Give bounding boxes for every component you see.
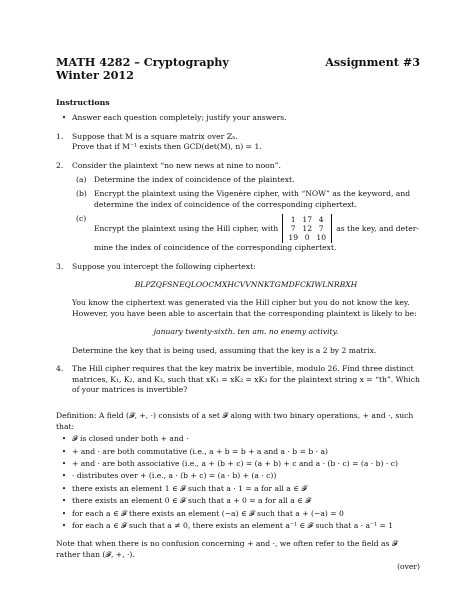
term: Winter 2012	[56, 68, 134, 82]
part-label: (a)	[76, 175, 87, 185]
definition-item	[56, 434, 420, 444]
question-4-text: The Hill cipher requires that the key matrix be invertible, modulo 26. Find three distinct matrices, K₁, K₂, and K₃, such that xK₁ = xK₂ = xK₃ for the plaintext string x = “th”. Which of your matrices is invertible?	[72, 364, 420, 394]
header	[56, 56, 420, 82]
part-label: (b)	[76, 189, 87, 199]
definition-item	[56, 496, 420, 506]
definition-item-text: there exists an element 1 ∈ 𝓕 such that a · 1 = a for all a ∈ 𝓕	[72, 483, 307, 493]
matrix-cell: 12	[302, 224, 313, 234]
bullet-icon: •	[61, 483, 67, 493]
matrix-cell: 0	[304, 233, 310, 243]
part-label: (c)	[76, 214, 87, 224]
bullet-icon: •	[61, 520, 67, 530]
part-a	[72, 175, 420, 185]
question-2-intro: Consider the plaintext “no new news at nine to noon”.	[72, 160, 281, 170]
question-number: 4.	[56, 364, 64, 374]
matrix-cell: 19	[288, 233, 299, 243]
question-3	[56, 262, 420, 356]
definition-item	[56, 471, 420, 481]
definition-item-text: 𝓕 is closed under both + and ·	[72, 434, 189, 444]
definition-note: Note that when there is no confusion concerning + and ·, we often refer to the field as 𝓕 rather than (𝓕, +, ·).	[56, 539, 398, 559]
bullet-icon: •	[61, 446, 67, 456]
matrix-cell: 4	[318, 215, 324, 225]
definition-item	[56, 447, 420, 457]
instructions-text: Answer each question completely; justify your answers.	[72, 113, 287, 123]
definition-item-text: for each a ∈ 𝓕 there exists an element (−a) ∈ 𝓕 such that a + (−a) = 0	[72, 508, 344, 518]
matrix-cell: 7	[290, 224, 296, 234]
definition-item	[56, 509, 420, 519]
question-2	[56, 161, 420, 254]
part-c-text-after: as the key, and deter-	[336, 223, 419, 233]
question-3-intro: Suppose you intercept the following ciphertext:	[72, 261, 256, 271]
definition-item-text: for each a ∈ 𝓕 such that a ≠ 0, there exists an element a⁻¹ ∈ 𝓕 such that a · a⁻¹ = 1	[72, 520, 394, 530]
part-c-text-before: Encrypt the plaintext using the Hill cipher, with	[94, 223, 279, 233]
part-a-text: Determine the index of coincidence of the plaintext.	[94, 175, 295, 185]
field-definition	[56, 411, 420, 572]
question-number: 2.	[56, 160, 64, 170]
matrix-cell: 1	[290, 215, 296, 225]
part-b-text: Encrypt the plaintext using the Vigenère cipher, with “NOW” as the keyword, and determine the index of coincidence of the corresponding ciphertext.	[94, 189, 411, 209]
bullet-icon: •	[61, 458, 67, 468]
question-1	[56, 132, 420, 153]
definition-item	[56, 521, 420, 531]
bullet-icon: •	[61, 113, 67, 123]
question-4	[56, 364, 420, 395]
question-number: 3.	[56, 261, 64, 271]
definition-item-text: + and · are both commutative (i.e., a + b = b + a and a · b = b · a)	[72, 446, 328, 456]
matrix-cell: 10	[316, 233, 327, 243]
definition-item	[56, 484, 420, 494]
question-1-line1: Suppose that M is a square matrix over ℤₙ.	[72, 131, 238, 141]
question-1-line2: Prove that if M⁻¹ exists then GCD(det(M), n) = 1.	[72, 142, 262, 152]
question-number: 1.	[56, 131, 64, 141]
instructions-heading: Instructions	[56, 98, 110, 107]
hill-key-matrix	[282, 214, 332, 243]
definition-item-text: · distributes over + (i.e., a · (b + c) = (a · b) + (a · c))	[72, 471, 277, 481]
question-3-para2: Determine the key that is being used, assuming that the key is a 2 by 2 matrix.	[72, 345, 377, 355]
part-c	[72, 214, 420, 253]
bullet-icon: •	[61, 508, 67, 518]
part-c-line2: mine the index of coincidence of the corresponding ciphertext.	[94, 243, 337, 253]
over-label: (over)	[397, 562, 420, 572]
course-title: MATH 4282 – Cryptography	[56, 55, 229, 69]
definition-item	[56, 459, 420, 469]
matrix-cell: 17	[302, 215, 313, 225]
definition-item-text: there exists an element 0 ∈ 𝓕 such that a + 0 = a for all a ∈ 𝓕	[72, 496, 311, 506]
bullet-icon: •	[61, 471, 67, 481]
assignment-title: Assignment #3	[325, 55, 420, 69]
likely-plaintext: january twenty-sixth. ten am. no enemy activity.	[153, 327, 339, 337]
matrix-cell: 7	[318, 224, 324, 234]
definition-intro: Definition: A field (𝓕, +, ·) consists of a set 𝓕 along with two binary operations, + and ·, such that:	[56, 411, 414, 431]
part-b	[72, 189, 420, 210]
assignment-page	[56, 56, 420, 573]
instructions-bullet	[56, 113, 420, 123]
ciphertext: BLPZQFSNEQLOOCMXHCVVNNKTGMDFCKIWLNRBXH	[134, 280, 358, 290]
question-3-para1: You know the ciphertext was generated via the Hill cipher but you do not know the key. However, you have been able to ascertain that the corresponding plaintext is likely to be:	[72, 298, 417, 318]
bullet-icon: •	[61, 496, 67, 506]
definition-item-text: + and · are both associative (i.e., a + (b + c) = (a + b) + c and a · (b · c) = (a · b) · c)	[72, 458, 398, 468]
bullet-icon: •	[61, 434, 67, 444]
